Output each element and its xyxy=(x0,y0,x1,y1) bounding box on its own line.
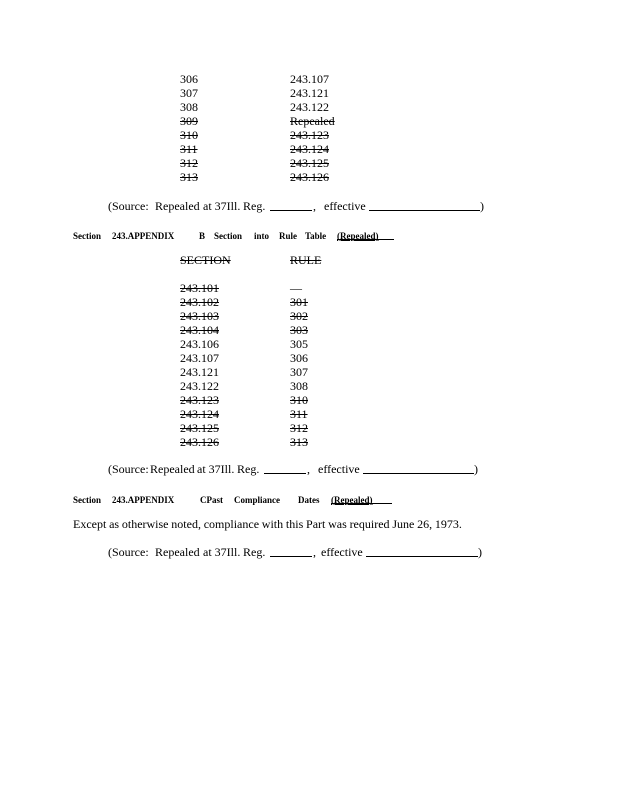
compliance-word: compliance xyxy=(203,517,260,531)
source-effective: effective xyxy=(318,462,360,476)
source-reg-blank xyxy=(264,462,306,474)
compliance-word: was xyxy=(328,517,347,531)
table2-header-rule: RULE xyxy=(290,253,322,267)
table2-left-column xyxy=(180,281,219,449)
table-cell-rule-number: 313 xyxy=(180,170,198,184)
table-cell-rule-number: 312 xyxy=(180,156,198,170)
table1-right-column xyxy=(290,72,335,184)
heading-section-label: Section xyxy=(73,231,101,241)
source-comma: , xyxy=(313,199,316,213)
heading-status-rule xyxy=(331,503,392,504)
heading-word-1: Compliance xyxy=(234,495,280,505)
table-cell-rule-number: 306 xyxy=(180,72,198,86)
heading-word-2: into xyxy=(254,231,270,241)
table-cell-rule-number: 303 xyxy=(290,323,308,337)
source-at: at 37Ill. xyxy=(203,199,241,213)
table-cell-section-number: 243.124 xyxy=(290,142,329,156)
heading-appendix: 243.APPENDIX xyxy=(112,231,175,241)
source-comma: , xyxy=(313,545,316,559)
compliance-sentence xyxy=(73,517,462,531)
table-cell-section-number: 243.126 xyxy=(180,435,219,449)
table-cell-section-number: 243.107 xyxy=(180,351,219,365)
table-cell-section-number: Repealed xyxy=(290,114,335,128)
table-cell-rule-number: 307 xyxy=(180,86,198,100)
heading-status-rule xyxy=(337,239,394,240)
source-reg: Reg. xyxy=(243,545,266,559)
table-cell-section-number: 243.123 xyxy=(180,393,219,407)
compliance-word: noted, xyxy=(171,517,201,531)
table-cell-rule-number: 310 xyxy=(290,393,308,407)
table-cell-rule-number: 312 xyxy=(290,421,308,435)
compliance-word: required xyxy=(349,517,390,531)
source-at: at 37Ill. xyxy=(197,462,235,476)
table-cell-section-number: 243.106 xyxy=(180,337,219,351)
table-cell-section-number: 243.102 xyxy=(180,295,219,309)
compliance-word: otherwise xyxy=(121,517,169,531)
heading-word-4: Table xyxy=(305,231,327,241)
compliance-word: June xyxy=(392,517,415,531)
compliance-word: 1973. xyxy=(434,517,462,531)
table-cell-rule-number: 313 xyxy=(290,435,308,449)
table-cell-section-number: 243.121 xyxy=(180,365,219,379)
table-cell-rule-number: 310 xyxy=(180,128,198,142)
compliance-word: Except xyxy=(73,517,107,531)
table-cell-section-number: 243.103 xyxy=(180,309,219,323)
table-cell-rule-number: 306 xyxy=(290,351,308,365)
heading-word-1: Section xyxy=(214,231,242,241)
table-cell-section-number: 243.122 xyxy=(180,379,219,393)
table2-header-section: SECTION xyxy=(180,253,231,267)
heading-status: (Repealed) xyxy=(337,231,379,241)
compliance-word: 26, xyxy=(417,517,433,531)
table-cell-rule-number: 311 xyxy=(290,407,308,421)
source-reg: Reg. xyxy=(237,462,260,476)
source-open: (Source: xyxy=(108,545,149,559)
table-cell-section-number: 243.101 xyxy=(180,281,219,295)
table-cell-section-number: 243.122 xyxy=(290,100,329,114)
heading-word-3: Rule xyxy=(279,231,297,241)
table-cell-section-number: 243.121 xyxy=(290,86,329,100)
source-effective-blank xyxy=(363,462,474,474)
table-cell-rule-number: 302 xyxy=(290,309,308,323)
source-close: ) xyxy=(480,199,484,213)
table-cell-rule-number: 305 xyxy=(290,337,308,351)
table-cell-rule-number: 307 xyxy=(290,365,308,379)
source-effective: effective xyxy=(324,199,366,213)
table-cell-section-number: 243.125 xyxy=(180,421,219,435)
source-reg: Reg. xyxy=(243,199,266,213)
heading-appendix: 243.APPENDIX xyxy=(112,495,175,505)
heading-word-2: Dates xyxy=(298,495,320,505)
source-close: ) xyxy=(478,545,482,559)
source-reg-blank xyxy=(270,199,312,211)
source-repealed: Repealed xyxy=(155,545,200,559)
heading-status: (Repealed) xyxy=(331,495,373,505)
table-cell-section-number: 243.124 xyxy=(180,407,219,421)
table-cell-section-number: 243.126 xyxy=(290,170,329,184)
source-repealed: Repealed xyxy=(155,199,200,213)
source-effective-blank xyxy=(366,545,478,557)
source-at: at 37Ill. xyxy=(203,545,241,559)
heading-letter: CPast xyxy=(200,495,223,505)
compliance-word: this xyxy=(285,517,304,531)
table2-right-column xyxy=(290,281,308,449)
table-cell-rule-number: 308 xyxy=(290,379,308,393)
source-comma: , xyxy=(307,462,310,476)
source-open: (Source: xyxy=(108,462,149,476)
table-cell-section-number: 243.123 xyxy=(290,128,329,142)
compliance-word: as xyxy=(109,517,120,531)
source-effective-blank xyxy=(369,199,480,211)
table1-left-column xyxy=(180,72,198,184)
source-close: ) xyxy=(474,462,478,476)
table-cell-section-number: 243.107 xyxy=(290,72,329,86)
table-cell-section-number: 243.125 xyxy=(290,156,329,170)
source-reg-blank xyxy=(270,545,312,557)
heading-letter: B xyxy=(199,231,206,241)
compliance-word: Part xyxy=(306,517,326,531)
table-cell-section-number: 243.104 xyxy=(180,323,219,337)
table-cell-rule-number: 309 xyxy=(180,114,198,128)
table-cell-rule-number: — xyxy=(290,281,302,295)
compliance-word: with xyxy=(261,517,284,531)
source-effective: effective xyxy=(321,545,363,559)
source-repealed: Repealed xyxy=(150,462,195,476)
heading-section-label: Section xyxy=(73,495,101,505)
source-open: (Source: xyxy=(108,199,149,213)
table-cell-rule-number: 301 xyxy=(290,295,308,309)
table-cell-rule-number: 308 xyxy=(180,100,198,114)
table-cell-rule-number: 311 xyxy=(180,142,198,156)
